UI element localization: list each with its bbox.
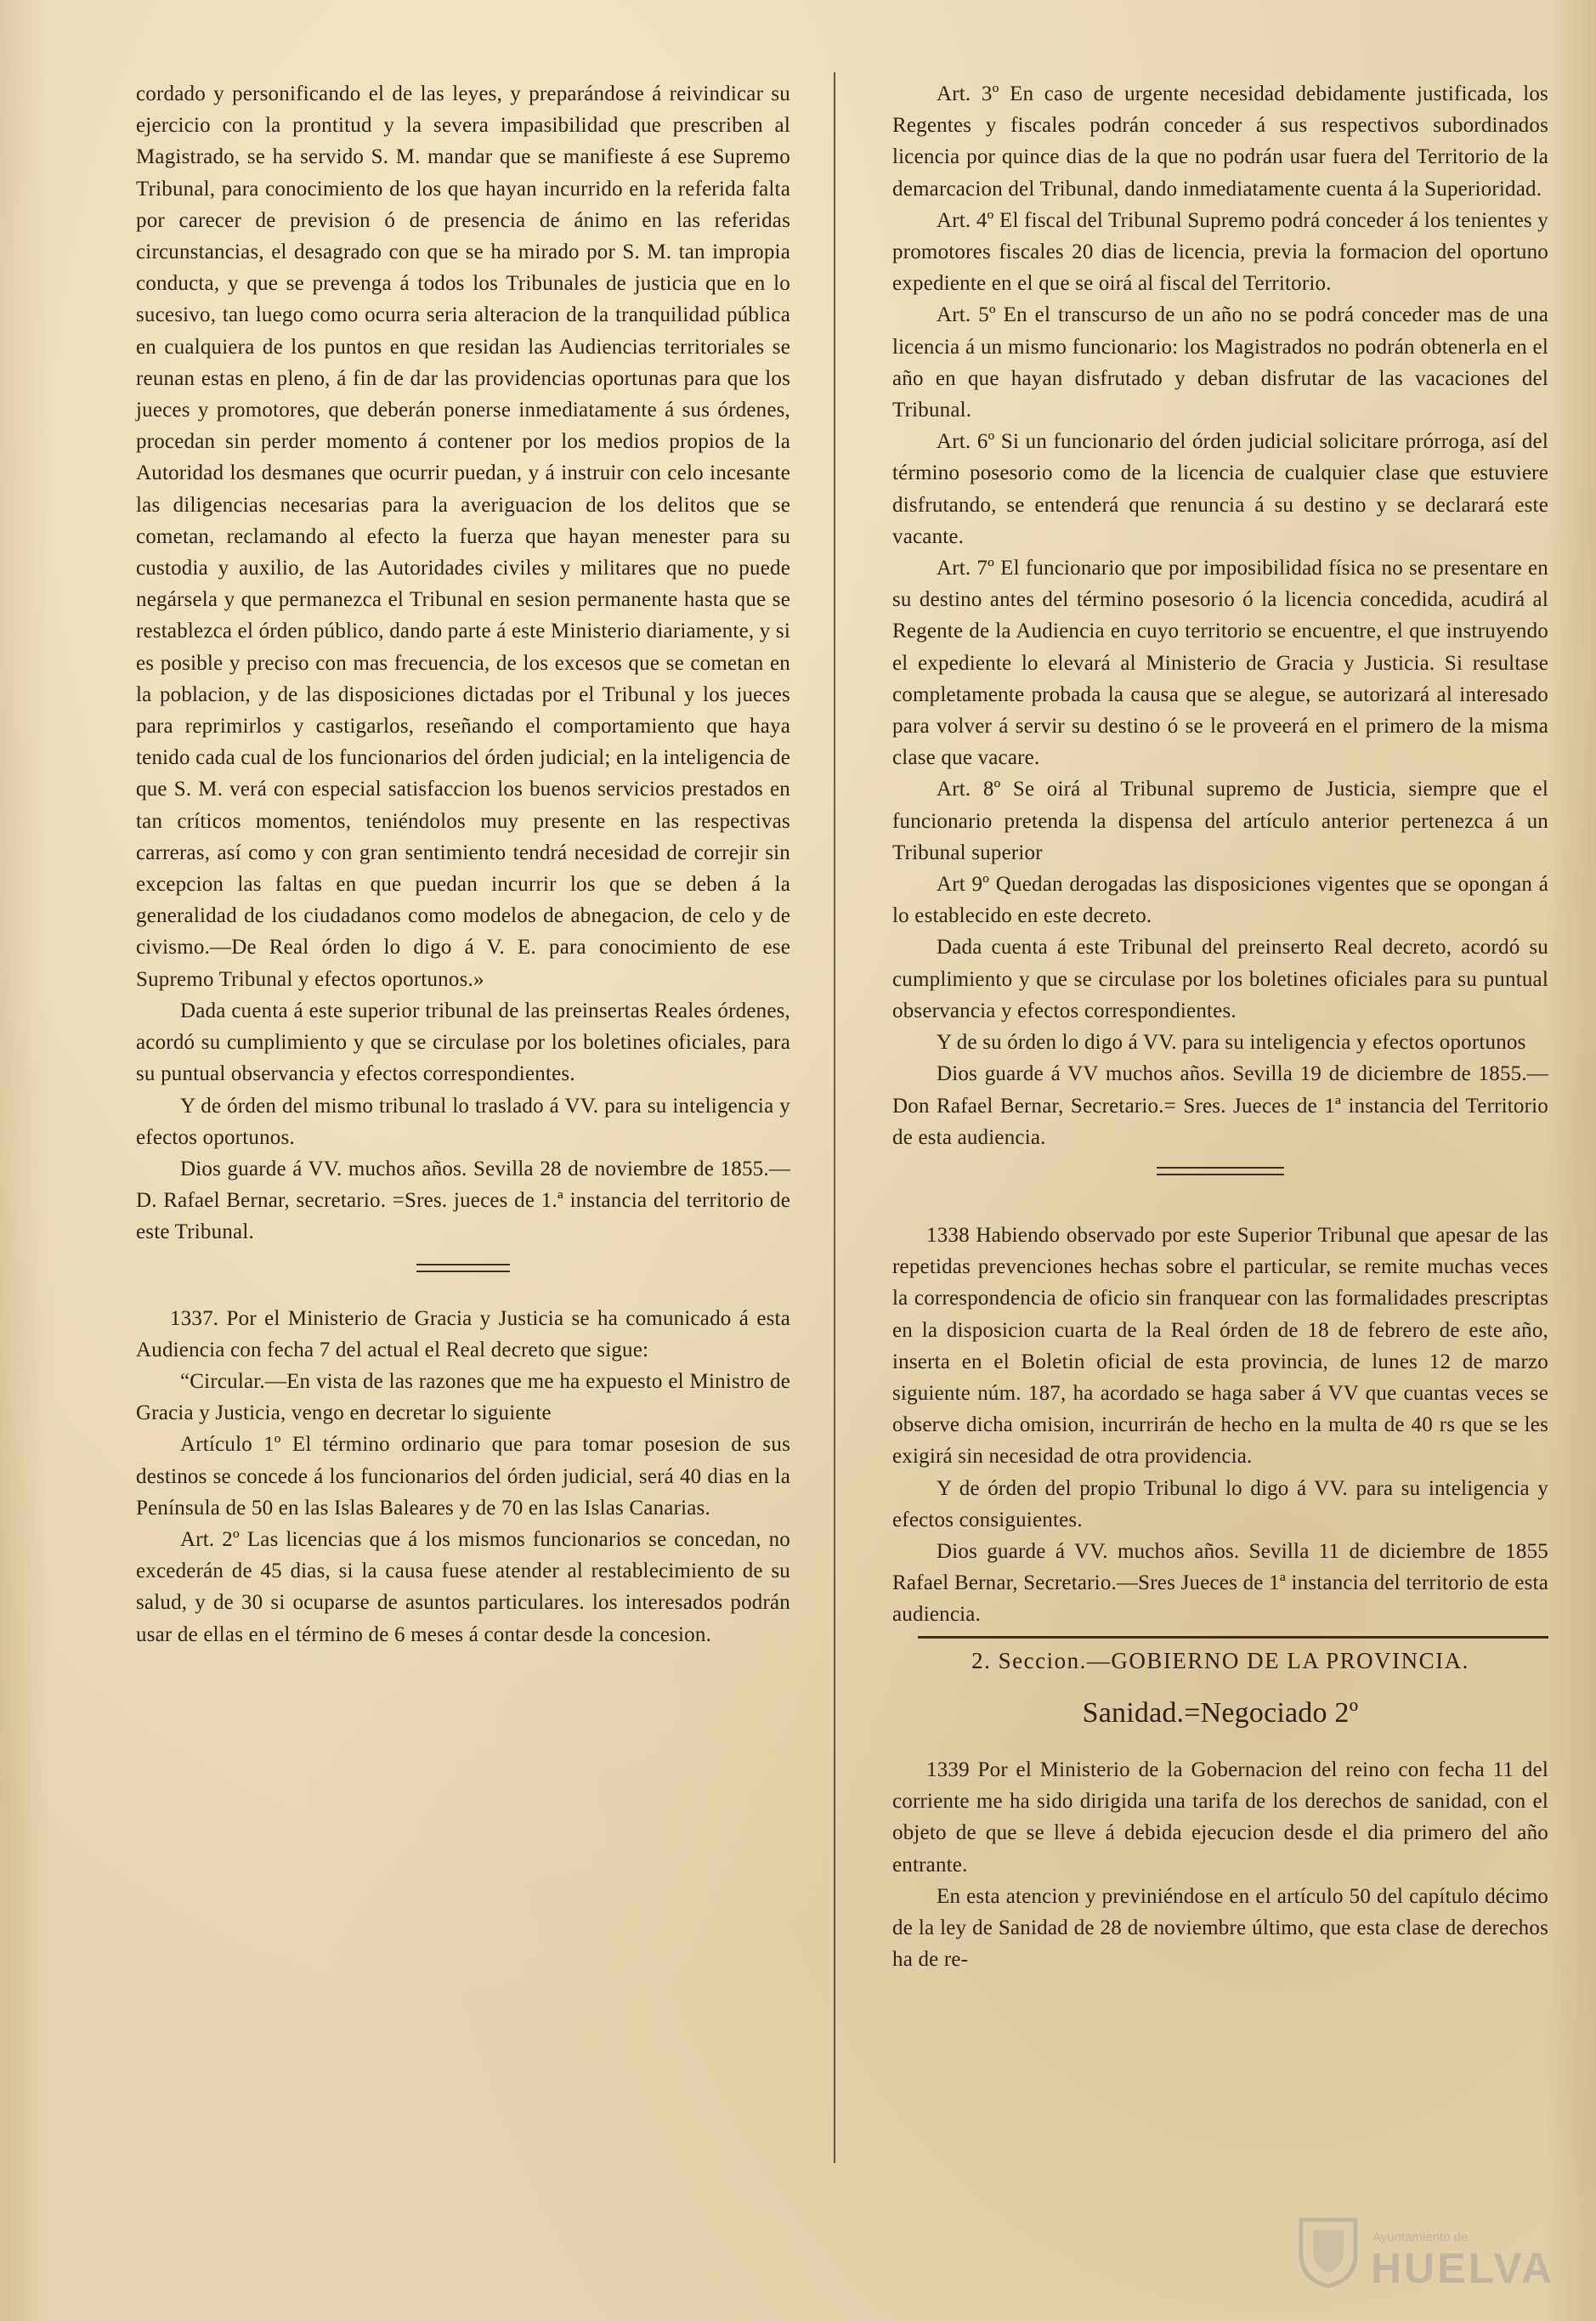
- article-5: Art. 5º En el transcurso de un año no se podrá conceder mas de una licencia á un mismo funcionario: los Magistrados no podrán obtenerla en el año en que hayan disfrutado y deban disfrutar de las vacaciones del Tribunal.: [892, 303, 1548, 422]
- separator-rule: [416, 1264, 510, 1272]
- paragraph: Y de órden del propio Tribunal lo digo á VV. para su inteligencia y efectos consiguientes.: [892, 1476, 1548, 1531]
- paragraph: Dios guarde á VV. muchos años. Sevilla 11 de diciembre de 1855 Rafael Bernar, Secretario.—Sres Jueces de 1ª instancia del territorio de esta audiencia.: [892, 1539, 1548, 1627]
- paragraph: Y de su órden lo digo á VV. para su inteligencia y efectos oportunos: [937, 1031, 1526, 1055]
- paragraph-1338: 1338 Habiendo observado por este Superior Tribunal que apesar de las repetidas prevenciones hechas sobre el particular, se remite muchas veces la correspondencia de oficio sin franquear con las formalidades prescriptas en la disposicion cuarta de la Real órden de 18 de febrero de este año, inserta en el Boletin oficial de esta provincia, de lunes 12 de marzo siguiente núm. 187, ha acordado se haga saber á VV que cuantas veces se observe dicha omision, incurrirán de hecho en la multa de 40 rs que se les exigirá sin necesidad de otra providencia.: [892, 1223, 1548, 1469]
- article-6: Art. 6º Si un funcionario del órden judicial solicitare prórroga, así del término posesorio como de la licencia de cualquier clase que estuviere disfrutando, se entenderá que renuncia á su destino y se declarará este vacante.: [892, 430, 1548, 548]
- article-7: Art. 7º El funcionario que por imposibilidad física no se presentare en su destino antes del término posesorio ó la licencia concedida, acudirá al Regente de la Audiencia en cuyo territorio se encuentre, el que instruyendo el expediente lo elevará al Ministerio de Gracia y Justicia. Si resultase completamente probada la causa que se alegue, se autorizará al interesado para volver á servir su destino ó se le proveerá en el primero de la misma clase que vacare.: [892, 557, 1548, 770]
- article-8: Art. 8º Se oirá al Tribunal supremo de Justicia, siempre que el funcionario pretenda la dispensa del artículo anterior pertenezca á un Tribunal superior: [892, 778, 1548, 864]
- paragraph-1339: 1339 Por el Ministerio de la Gobernacion del reino con fecha 11 del corriente me ha sido dirigida una tarifa de los derechos de sanidad, con el objeto de que se lleve á debida ejecucion desde el dia primero del año entrante.: [892, 1758, 1548, 1877]
- article-1: Artículo 1º El término ordinario que para tomar posesion de sus destinos se concede á los funcionarios del órden judicial, será 40 dias en la Península de 50 en las Islas Baleares y de 70 en las Islas Canarias.: [136, 1433, 790, 1520]
- watermark-main-text: HUELVA: [1371, 2245, 1555, 2292]
- section-rule: [918, 1636, 1548, 1639]
- coat-of-arms-icon: [1294, 2213, 1362, 2290]
- paragraph: Y de órden del mismo tribunal lo traslado á VV. para su inteligencia y efectos oportunos.: [136, 1094, 790, 1149]
- paragraph: cordado y personificando el de las leyes, y preparándose á reivindicar su ejercicio con la prontitud y la severa impasibilidad que prescriben al Magistrado, se ha servido S. M. mandar que se manifieste á ese Supremo Tribunal, para conocimiento de los que hayan incurrido en la referida falta por carecer de prevision ó de presencia de ánimo en las referidas circunstancias, el desagrado con que se ha mirado por S. M. tan impropia conducta, y que se prevenga á todos los Tribunales de justicia que en lo sucesivo, tan luego como ocurra seria alteracion de la tranquilidad pública en cualquiera de los puntos en que residan las Audiencias territoriales se reunan estas en pleno, á fin de dar las providencias oportunas para que los jueces y promotores, que deberán ponerse inmediatamente á sus órdenes, procedan sin perder momento á contener por los medios propios de la Autoridad los desmanes que ocurrir puedan, y á instruir con celo incesante las diligencias necesarias para la averiguacion de los delitos que se cometan, reclamando al efecto la fuerza que hayan menester para su custodia y auxilio, de las Autoridades civiles y militares que no puede negársela y que permanezca el Tribunal en sesion permanente hasta que se restablezca el órden público, dando parte á este Ministerio diariamente, y si es posible y preciso con mas frecuencia, de los excesos que se cometan en la poblacion, y de las disposiciones dictadas por el Tribunal y los jueces para reprimirlos y castigarlos, reseñando el comportamiento que haya tenido cada cual de los funcionarios del órden judicial; en la inteligencia de que S. M. verá con especial satisfaccion los buenos servicios prestados en tan críticos momentos, teniéndolos muy presente en las respectivas carreras, así como y con gran sentimiento tendrá necesidad de correjir sin excepcion las faltas en que puedan incurrir los que se deben á la generalidad de los ciudadanos como modelos de abnegacion, de celo y de civismo.—De Real órden lo digo á V. E. para conocimiento de ese Supremo Tribunal y efectos oportunos.»: [136, 82, 790, 991]
- section-header: 2. Seccion.—GOBIERNO DE LA PROVINCIA.: [971, 1647, 1469, 1673]
- left-column: [136, 78, 790, 1650]
- paragraph-1337: 1337. Por el Ministerio de Gracia y Justicia se ha comunicado á esta Audiencia con fecha 7 del actual el Real decreto que sigue:: [136, 1306, 790, 1361]
- paragraph: En esta atencion y previniéndose en el artículo 50 del capítulo décimo de la ley de Sanidad de 28 de noviembre último, que esta clase de derechos ha de re-: [892, 1884, 1548, 1972]
- paragraph: “Circular.—En vista de las razones que me ha expuesto el Ministro de Gracia y Justicia, vengo en decretar lo siguiente: [136, 1369, 790, 1425]
- paragraph: Dios guarde á VV muchos años. Sevilla 19 de diciembre de 1855.—Don Rafael Bernar, Secretario.= Sres. Jueces de 1ª instancia del Territorio de esta audiencia.: [892, 1062, 1548, 1149]
- article-2: Art. 2º Las licencias que á los mismos funcionarios se concedan, no excederán de 45 dias, si la causa fuese atender al restablecimiento de su salud, y de 30 si ocuparse de asuntos particulares. los interesados podrán usar de ellas en el término de 6 meses á contar desde la concesion.: [136, 1527, 790, 1646]
- subheading: Sanidad.=Negociado 2º: [1082, 1696, 1359, 1729]
- watermark-small-text: Ayuntamiento de: [1372, 2230, 1469, 2245]
- article-3: Art. 3º En caso de urgente necesidad debidamente justificada, los Regentes y fiscales podrán conceder á sus respectivos subordinados licencia por quince dias de la que no podrán usar fuera del Territorio de la demarcacion del Tribunal, dando inmediatamente cuenta á la Superioridad.: [892, 82, 1548, 201]
- column-divider: [834, 72, 835, 2163]
- archive-watermark: [1294, 2206, 1555, 2300]
- article-4: Art. 4º El fiscal del Tribunal Supremo podrá conceder á los tenientes y promotores fiscales 20 dias de licencia, previa la formacion del oportuno expediente en el que se oirá al fiscal del Territorio.: [892, 208, 1548, 296]
- right-column: [892, 78, 1548, 1975]
- paragraph: Dios guarde á VV. muchos años. Sevilla 28 de noviembre de 1855.—D. Rafael Bernar, secretario. =Sres. jueces de 1.ª instancia del territorio de este Tribunal.: [136, 1157, 790, 1244]
- paragraph: Dada cuenta á este superior tribunal de las preinsertas Reales órdenes, acordó su cumplimiento y que se circulase por los boletines oficiales, para su puntual observancia y efectos correspondientes.: [136, 999, 790, 1086]
- article-9: Art 9º Quedan derogadas las disposiciones vigentes que se opongan á lo establecido en este decreto.: [892, 873, 1548, 928]
- separator-rule: [1157, 1167, 1284, 1175]
- paragraph: Dada cuenta á este Tribunal del preinserto Real decreto, acordó su cumplimiento y que se circulase por los boletines oficiales para su puntual observancia y efectos correspondientes.: [892, 936, 1548, 1022]
